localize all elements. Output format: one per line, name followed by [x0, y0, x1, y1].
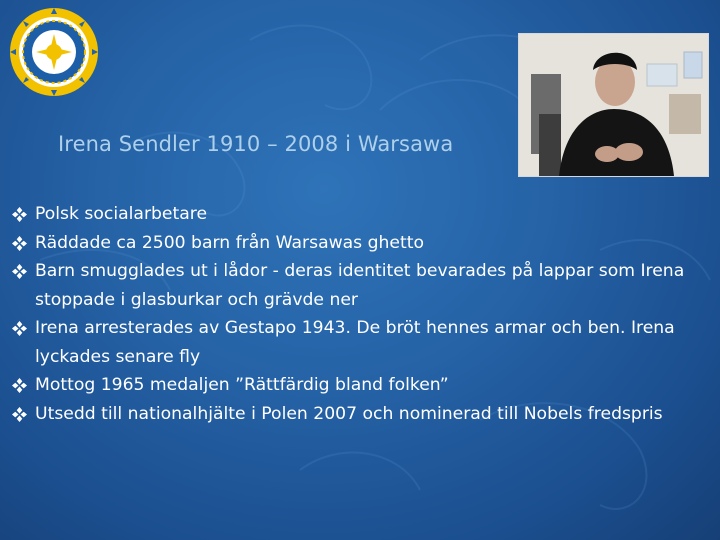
- bullet-item: [12, 257, 712, 314]
- bullet-text: Barn smugglades ut i lådor - deras identitet bevarades på lappar som Irena stoppade i glasburkar och grävde ner: [35, 261, 685, 310]
- four-diamond-bullet-icon: [12, 407, 27, 422]
- slide-title: Irena Sendler 1910 – 2008 i Warsawa: [58, 132, 454, 156]
- bullet-text: Polsk socialarbetare: [35, 204, 208, 224]
- bullet-text: Utsedd till nationalhjälte i Polen 2007 och nominerad till Nobels fredspris: [35, 403, 663, 424]
- bullet-item: [12, 371, 712, 400]
- four-diamond-bullet-icon: [12, 264, 27, 279]
- four-diamond-bullet-icon: [12, 378, 27, 393]
- bullet-item: [12, 314, 712, 371]
- sun-logo-icon: [8, 6, 100, 98]
- four-diamond-bullet-icon: [12, 207, 27, 222]
- bullet-text: Irena arresterades av Gestapo 1943. De bröt hennes armar och ben. Irena lyckades senare fly: [35, 318, 675, 367]
- bullet-list: [12, 200, 712, 428]
- four-diamond-bullet-icon: [12, 236, 27, 251]
- portrait-photo: [518, 33, 709, 177]
- bullet-item: [12, 200, 712, 229]
- bullet-item: [12, 229, 712, 258]
- four-diamond-bullet-icon: [12, 321, 27, 336]
- bullet-text: Räddade ca 2500 barn från Warsawas ghetto: [35, 232, 424, 253]
- bullet-item: [12, 400, 712, 429]
- bullet-text: Mottog 1965 medaljen ”Rättfärdig bland folken”: [35, 375, 449, 395]
